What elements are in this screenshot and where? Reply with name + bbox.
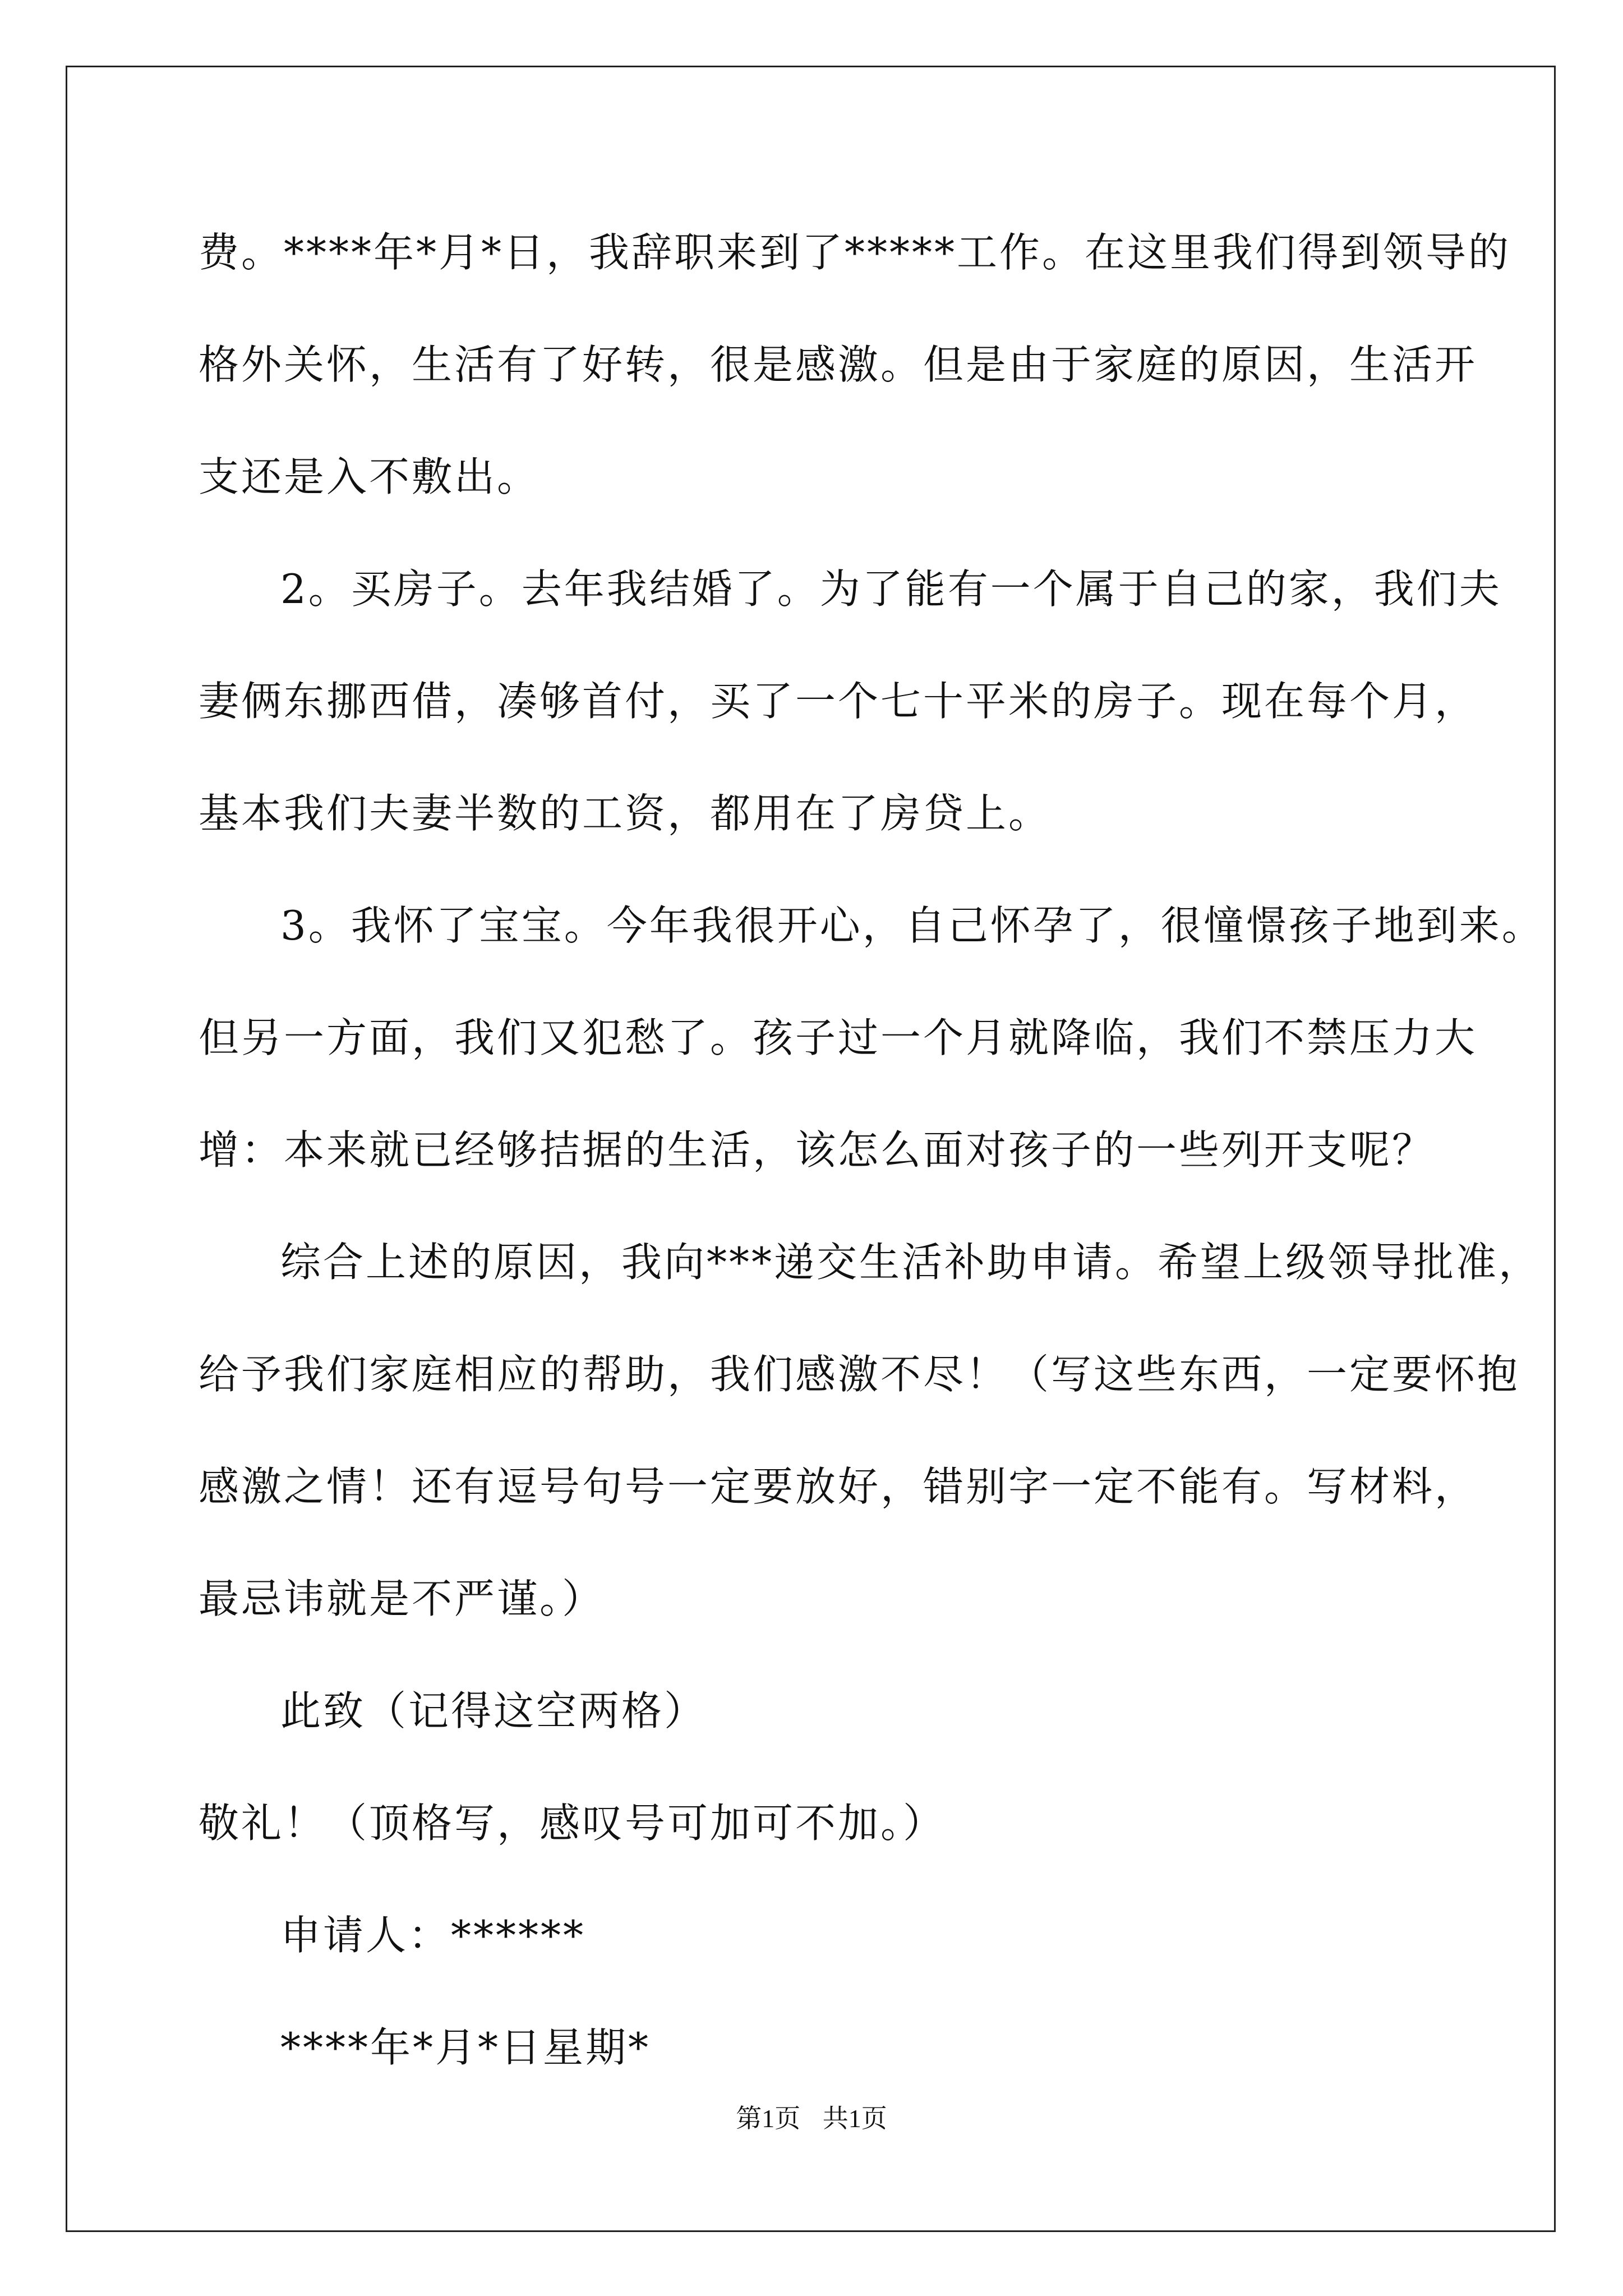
applicant-signature: 申请人：****** bbox=[280, 1912, 586, 1959]
body-line-2: 格外关怀，生活有了好转，很是感激。但是由于家庭的原因，生活开 bbox=[199, 341, 1478, 388]
closing-regards: 敬礼！（顶格写，感叹号可加可不加。） bbox=[199, 1800, 946, 1847]
paragraph-4-line-1: 综合上述的原因，我向***递交生活补助申请。希望上级领导批准， bbox=[280, 1239, 1542, 1286]
paragraph-2-line-3: 基本我们夫妻半数的工资，都用在了房贷上。 bbox=[199, 790, 1052, 837]
paragraph-4-line-4: 最忌讳就是不严谨。） bbox=[199, 1575, 605, 1622]
body-line-1: 费。****年*月*日，我辞职来到了*****工作。在这里我们得到领导的 bbox=[199, 229, 1511, 276]
paragraph-2-line-2: 妻俩东挪西借，凑够首付，买了一个七十平米的房子。现在每个月， bbox=[199, 678, 1478, 725]
page-footer bbox=[0, 2098, 1623, 2135]
paragraph-3-line-3: 增：本来就已经够拮据的生活，该怎么面对孩子的一些列开支呢？ bbox=[199, 1126, 1435, 1174]
closing-salutation: 此致（记得这空两格） bbox=[280, 1687, 707, 1734]
paragraph-3-line-2: 但另一方面，我们又犯愁了。孩子过一个月就降临，我们不禁压力大 bbox=[199, 1014, 1478, 1061]
paragraph-2-line-1: 2。买房子。去年我结婚了。为了能有一个属于自己的家，我们夫 bbox=[280, 565, 1502, 613]
body-line-3: 支还是入不敷出。 bbox=[199, 453, 540, 500]
document-body bbox=[199, 210, 1544, 2118]
page-number: 第1页 bbox=[736, 2104, 801, 2133]
page-total: 共1页 bbox=[822, 2104, 887, 2133]
paragraph-4-line-2: 给予我们家庭相应的帮助，我们感激不尽！（写这些东西，一定要怀抱 bbox=[199, 1351, 1520, 1398]
paragraph-4-line-3: 感激之情！还有逗号句号一定要放好，错别字一定不能有。写材料， bbox=[199, 1463, 1478, 1510]
signature-date: ****年*月*日星期* bbox=[280, 2024, 651, 2071]
paragraph-3-line-1: 3。我怀了宝宝。今年我很开心，自己怀孕了，很憧憬孩子地到来。 bbox=[280, 902, 1544, 949]
